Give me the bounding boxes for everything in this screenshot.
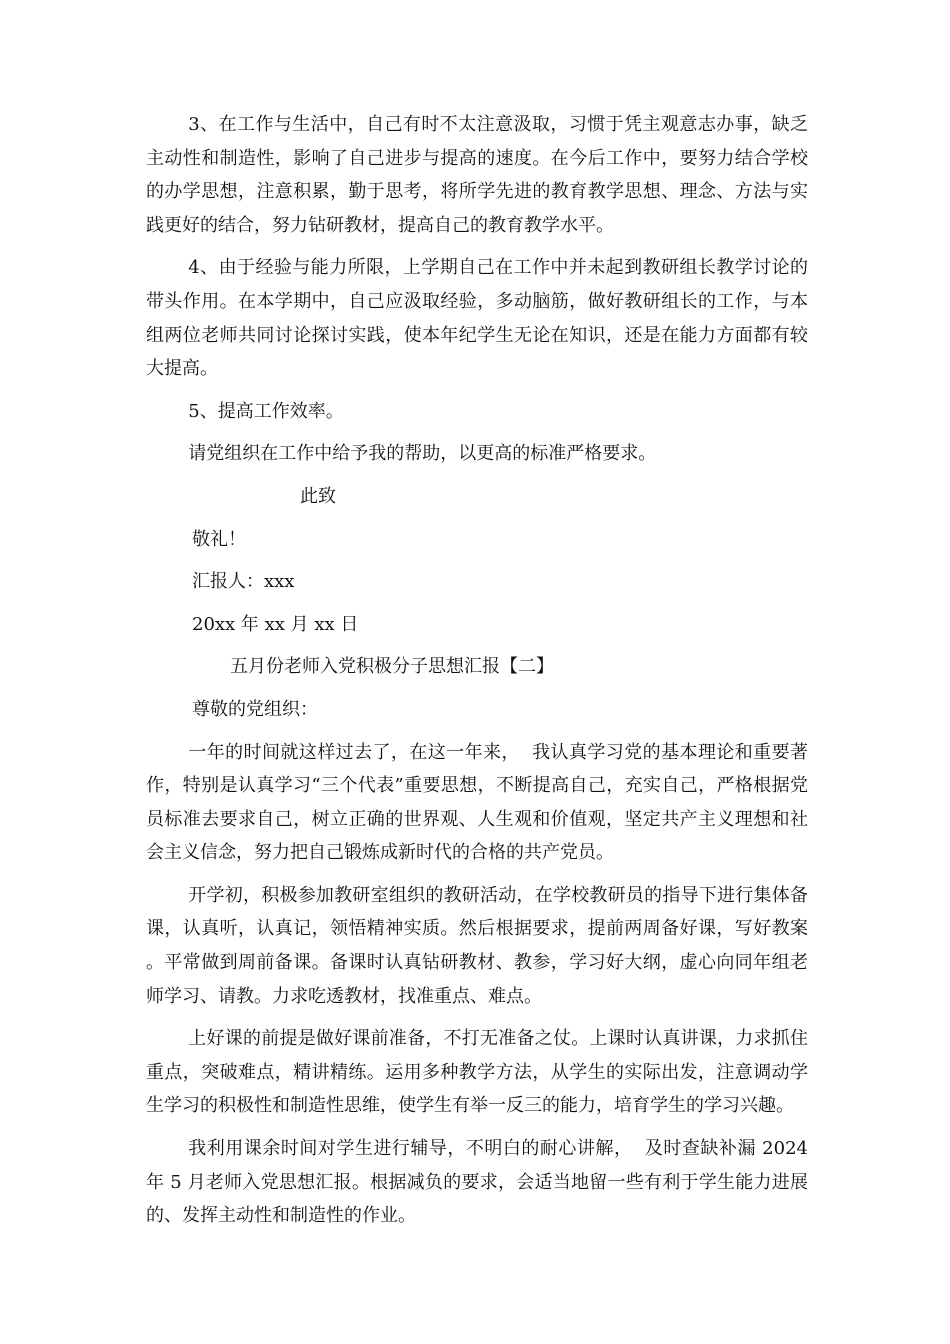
closing-phrase: 此致 bbox=[300, 485, 336, 507]
paragraph-5: 5、提高工作效率。 bbox=[188, 400, 344, 422]
body-paragraph-4: 我利用课余时间对学生进行辅导，不明白的耐心讲解， 及时查缺补漏 2024 年 5 月老师入党思想汇报。根据减负的要求，会适当地留一些有利于学生能力进展的、发挥主动性和制造性的作业。 bbox=[146, 1138, 814, 1227]
body-paragraph-2: 开学初，积极参加教研室组织的教研活动，在学校教研员的指导下进行集体备课，认真听，认真记，领悟精神实质。然后根据要求，提前两周备好课，写好教案 。平常做到周前备课。备课时认真钻研教材、教参，学习好大纲，虚心向同年组老师学习、请教。力求吃透教材，找准重点、难点。 bbox=[146, 884, 814, 1007]
paragraph-4: 4、由于经验与能力所限，上学期自己在工作中并未起到教研组长教学讨论的带头作用。在本学期中，自己应汲取经验，多动脑筋，做好教研组长的工作，与本组两位老师共同讨论探讨实践，使本年纪学生无论在知识，还是在能力方面都有较大提高。 bbox=[146, 257, 808, 380]
body-paragraph-3: 上好课的前提是做好课前准备，不打无准备之仗。上课时认真讲课，力求抓住重点，突破难点，精讲精练。运用多种教学方法，从学生的实际出发，注意调动学生学习的积极性和制造性思维，使学生有举一反三的能力，培育学生的学习兴趣。 bbox=[146, 1028, 808, 1117]
body-paragraph-1: 一年的时间就这样过去了，在这一年来， 我认真学习党的基本理论和重要著作，特别是认真学习“三个代表”重要思想，不断提高自己，充实自己，严格根据党员标准去要求自己，树立正确的世界观、人生观和价值观，坚定共产主义理想和社会主义信念，努力把自己锻炼成新时代的合格的共产党员。 bbox=[146, 741, 808, 864]
reporter-line: 汇报人：xxx bbox=[192, 571, 295, 593]
second-report-title: 五月份老师入党积极分子思想汇报【二】 bbox=[230, 656, 554, 678]
greeting: 尊敬的党组织： bbox=[192, 698, 318, 720]
paragraph-3: 3、在工作与生活中，自己有时不太注意汲取，习惯于凭主观意志办事，缺乏主动性和制造性，影响了自己进步与提高的速度。在今后工作中，要努力结合学校的办学思想，注意积累，勤于思考，将所学先进的教育教学思想、理念、方法与实践更好的结合，努力钻研教材，提高自己的教育教学水平。 bbox=[146, 114, 808, 236]
request-paragraph: 请党组织在工作中给予我的帮助，以更高的标准严格要求。 bbox=[188, 443, 657, 465]
document-body bbox=[146, 108, 814, 1242]
salutation: 敬礼！ bbox=[192, 528, 246, 550]
date-line: 20xx 年 xx 月 xx 日 bbox=[192, 613, 359, 635]
